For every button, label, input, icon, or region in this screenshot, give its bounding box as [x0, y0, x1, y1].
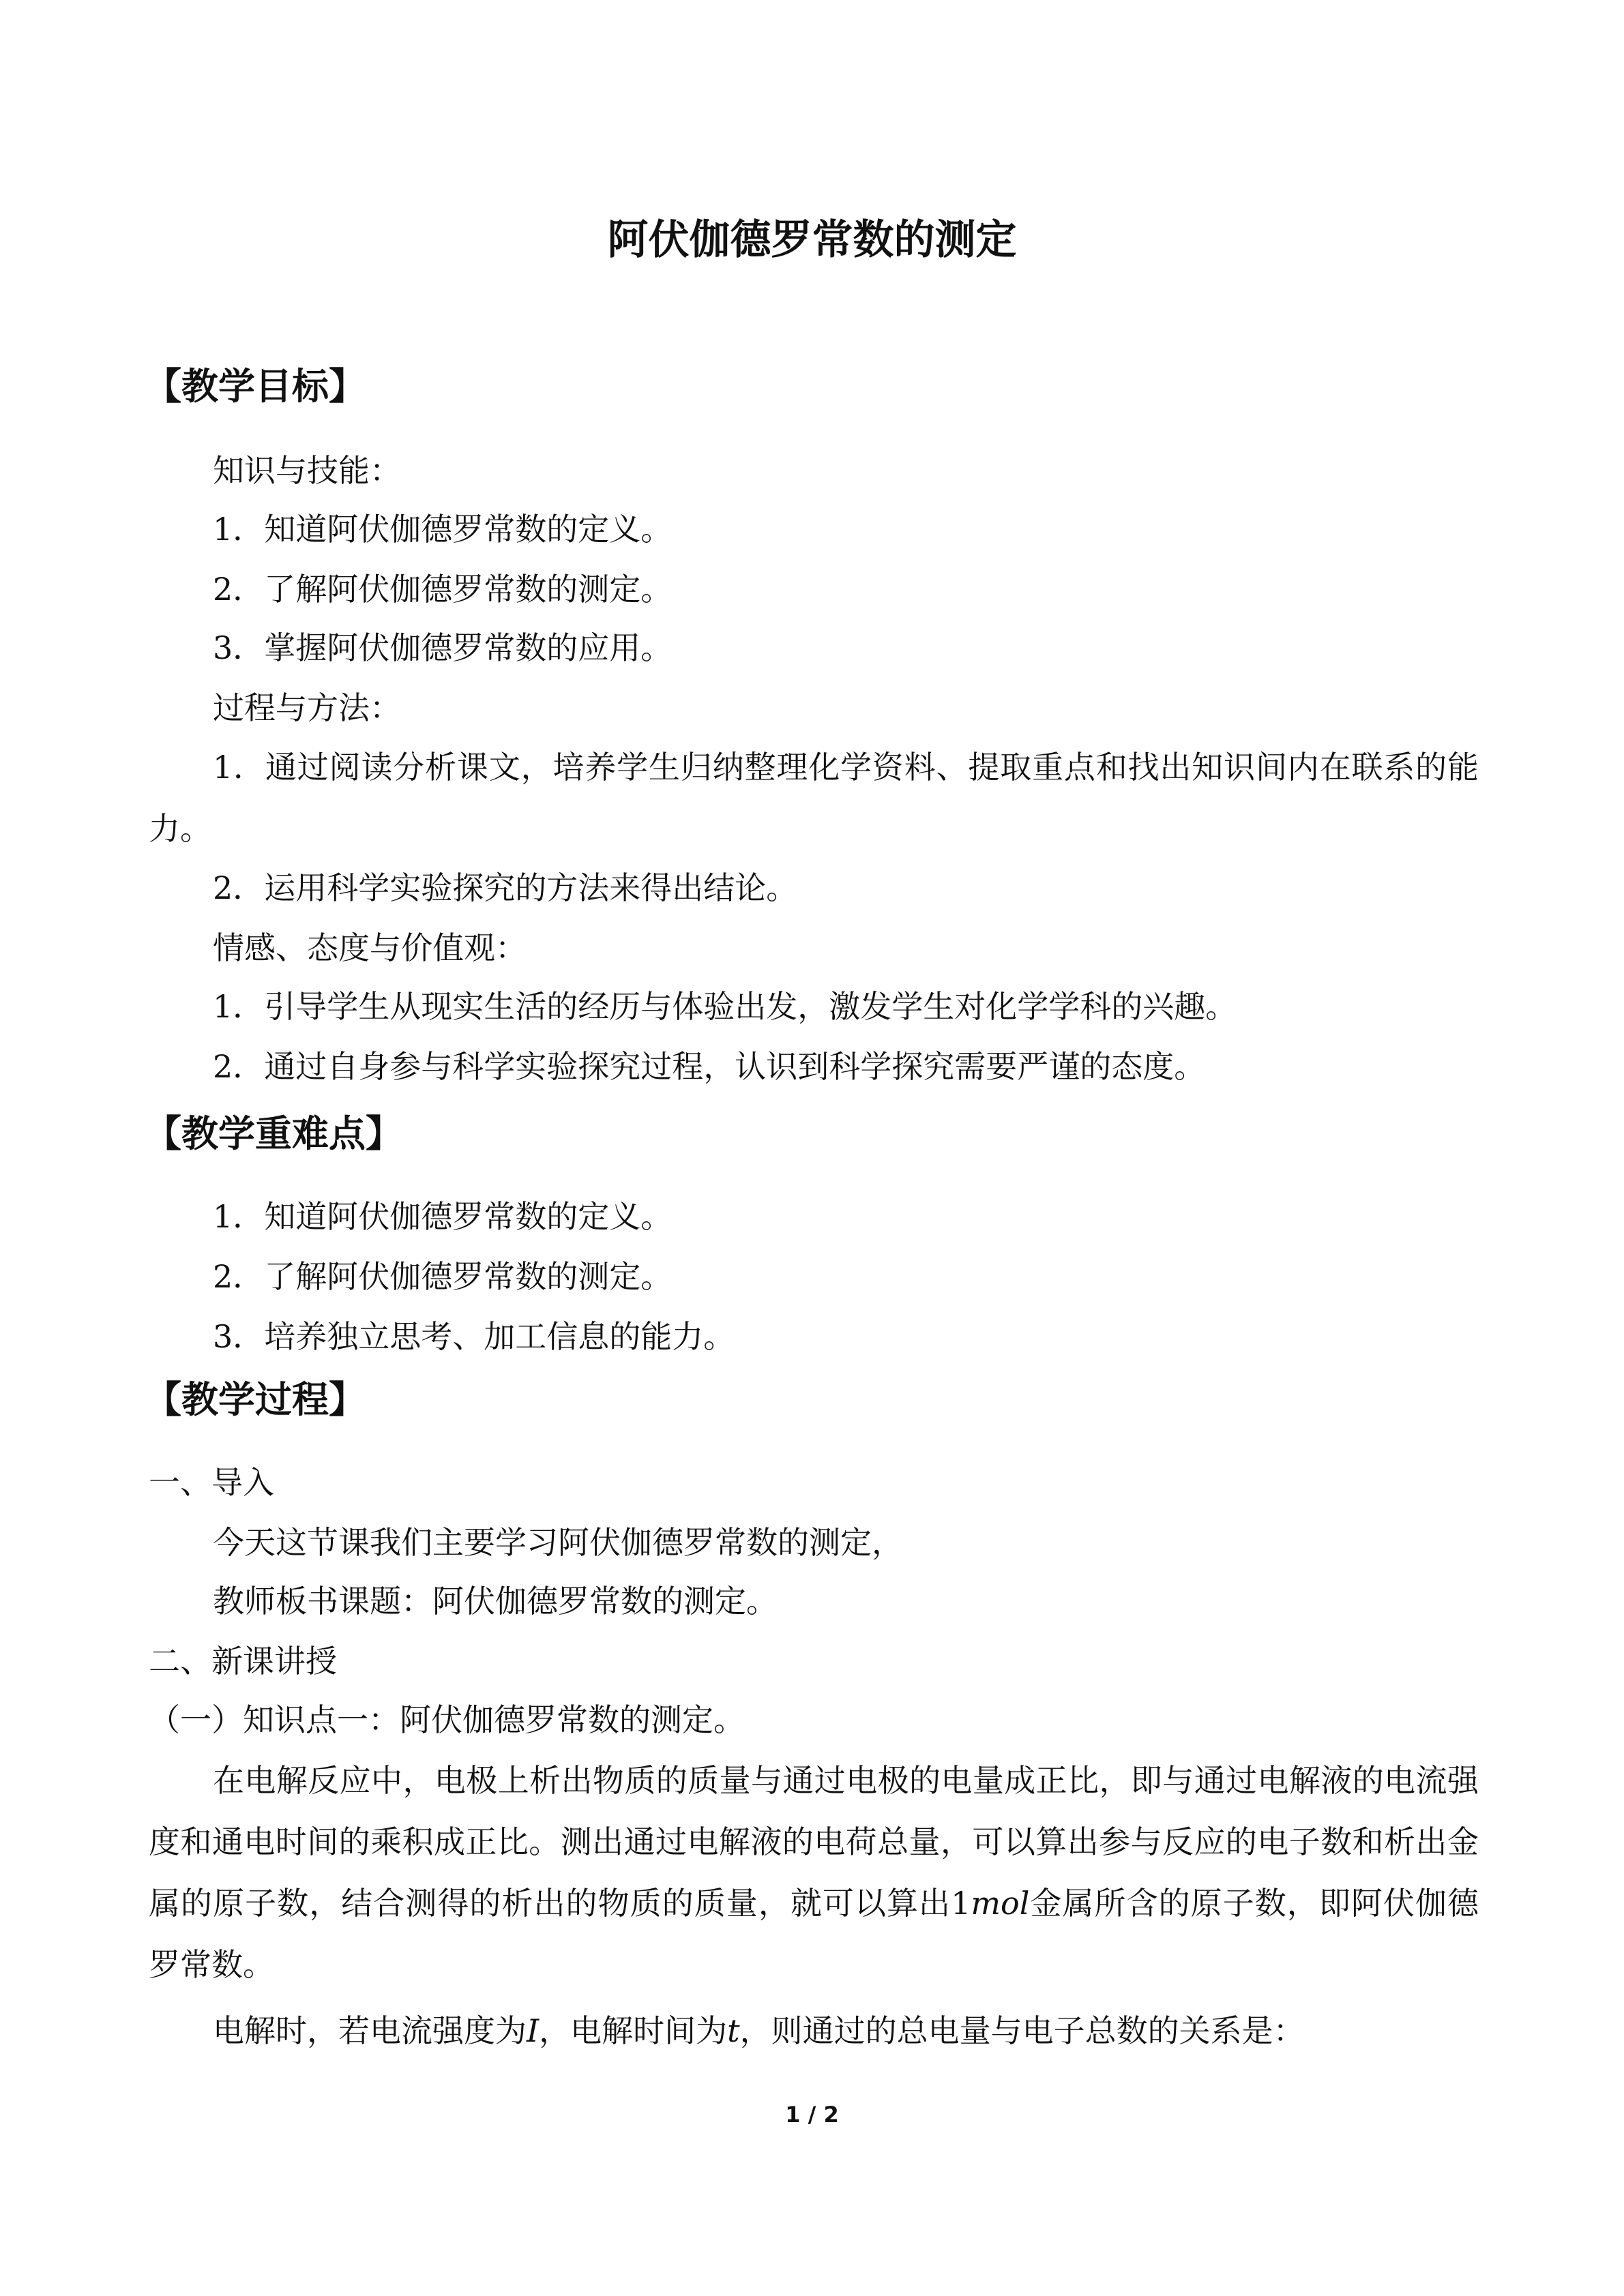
electrolysis-paragraph: [149, 1750, 1479, 1995]
process-label: 过程与方法：: [213, 689, 401, 726]
intro-text: 教师板书课题：阿伏伽德罗常数的测定。: [213, 1583, 778, 1620]
keypoint-item: 3．培养独立思考、加工信息的能力。: [213, 1318, 735, 1355]
emotion-label: 情感、态度与价值观：: [213, 929, 527, 966]
knowledge-item: 3．掌握阿伏伽德罗常数的应用。: [213, 629, 673, 666]
knowledge-item: 2．了解阿伏伽德罗常数的测定。: [213, 571, 673, 608]
paragraph-text: ，电解时间为: [539, 2012, 728, 2049]
process-item: 2．运用科学实验探究的方法来得出结论。: [213, 869, 798, 906]
keypoint-item: 1．知道阿伏伽德罗常数的定义。: [213, 1198, 673, 1235]
paragraph-text: 在电解反应中，电极上析出物质的质量与通过电极的电量成正比，即与通过电解液的电流强度和通电时间的乘积成正比。测出通过电解液的电荷总量，可以算出参与反应的电子数和析出金属的原子数，结合测得的析出的物质的质量，就可以算出: [149, 1762, 1479, 1922]
new-lesson-label: 二、新课讲授: [149, 1643, 337, 1680]
section-heading-goals: 【教学目标】: [145, 365, 366, 408]
math-unit: mol: [971, 1885, 1030, 1922]
point1-label: （一）知识点一：阿伏伽德罗常数的测定。: [149, 1701, 745, 1738]
section-heading-keypoints: 【教学重难点】: [145, 1112, 402, 1155]
knowledge-label: 知识与技能：: [213, 452, 401, 489]
emotion-item: 2．通过自身参与科学实验探究过程，认识到科学探究需要严谨的态度。: [213, 1048, 1206, 1085]
intro-text: 今天这节课我们主要学习阿伏伽德罗常数的测定，: [213, 1524, 903, 1561]
keypoint-item: 2．了解阿伏伽德罗常数的测定。: [213, 1258, 673, 1295]
section-heading-process: 【教学过程】: [145, 1378, 366, 1421]
paragraph-text: ，则通过的总电量与电子总数的关系是：: [739, 2012, 1305, 2049]
page-title: 阿伏伽德罗常数的测定: [607, 216, 1017, 264]
paragraph-text: 电解时，若电流强度为: [213, 2012, 527, 2049]
knowledge-item: 1．知道阿伏伽德罗常数的定义。: [213, 511, 673, 548]
emotion-item: 1．引导学生从现实生活的经历与体验出发，激发学生对化学学科的兴趣。: [213, 988, 1237, 1025]
math-number: 1: [951, 1885, 971, 1922]
math-variable-i: I: [527, 2012, 540, 2049]
paragraph-text: 金属所含的原子数，即阿伏伽德罗常数。: [149, 1885, 1479, 1983]
current-relation-line: [213, 2010, 1305, 2051]
process-item: 1．通过阅读分析课文，培养学生归纳整理化学资料、提取重点和找出知识间内在联系的能力。: [149, 749, 1479, 847]
math-variable-t: t: [727, 2012, 740, 2049]
intro-label: 一、导入: [149, 1464, 274, 1501]
page-number: 1 / 2: [785, 2102, 839, 2128]
